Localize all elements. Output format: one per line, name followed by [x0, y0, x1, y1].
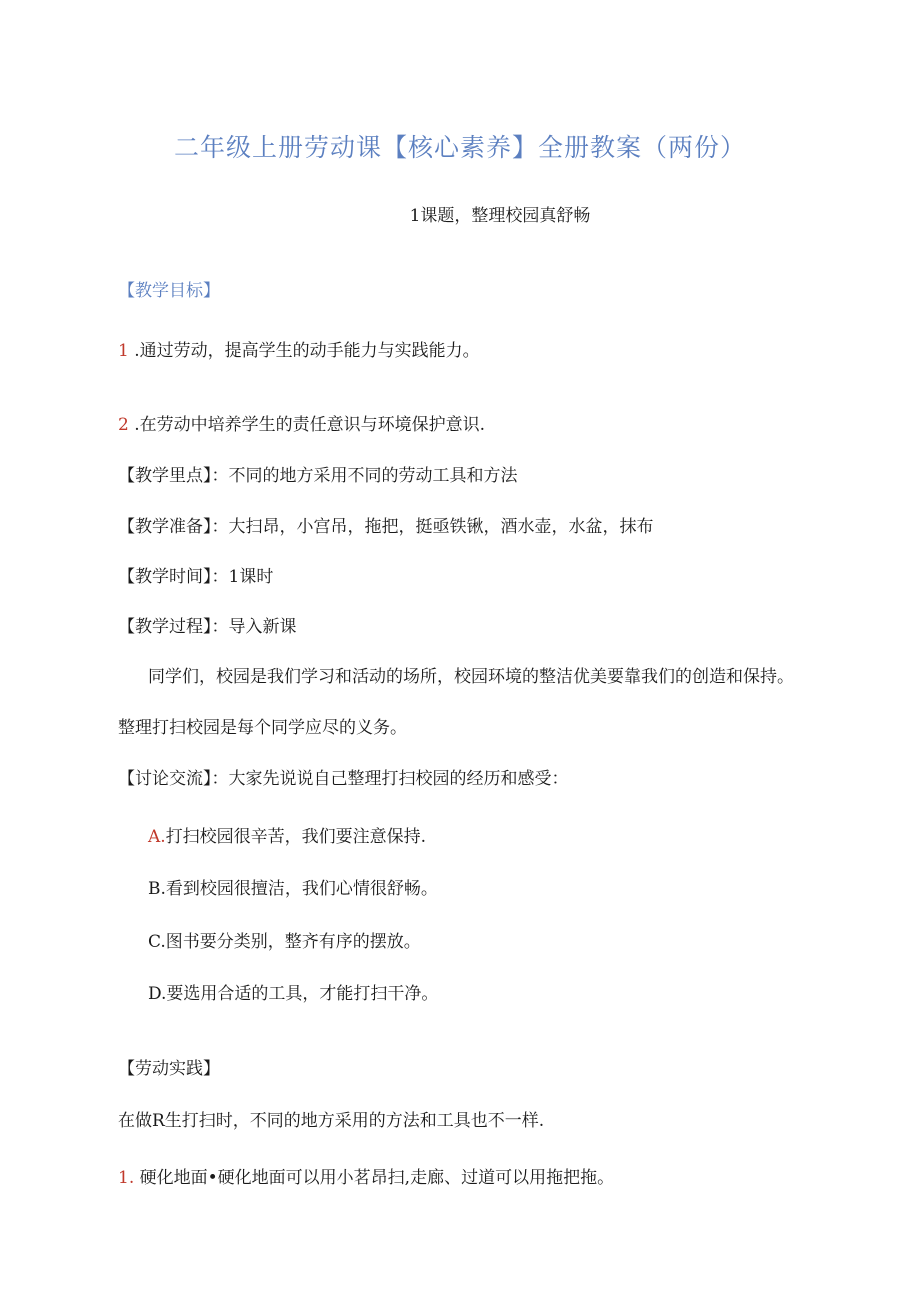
teaching-time: 【教学时间】：1课时	[118, 567, 274, 587]
objective-2	[118, 410, 485, 435]
intro-paragraph-line-1: 同学们，校园是我们学习和活动的场所，校园环境的整洁优美要靠我们的创造和保持。	[148, 667, 794, 687]
practice-heading: 【劳动实践】	[118, 1059, 220, 1079]
option-a-label: A.	[148, 827, 166, 847]
discussion: 【讨论交流】：大家先说说自己整理打扫校园的经历和感受：	[118, 769, 569, 789]
preparation: 【教学准备】：大扫昂，小宫吊，拖把，挺亟铁锹，酒水壶，水盆，抹布	[118, 517, 654, 537]
option-d: D.要选用合适的工具，才能打扫干净。	[148, 984, 439, 1004]
practice-text: 在做R生打扫时，不同的地方采用的方法和工具也不一样.	[118, 1111, 545, 1131]
lesson-subtitle: 1课题，整理校园真舒畅	[409, 206, 591, 226]
objectives-heading: 【教学目标】	[118, 281, 220, 301]
objective-2-text: .在劳动中培养学生的责任意识与环境保护意识.	[134, 415, 486, 435]
option-b: B.看到校园很擅洁，我们心情很舒畅。	[148, 879, 438, 899]
practice-item-1-number: 1.	[118, 1168, 135, 1188]
document-title: 二年级上册劳动课【核心素养】全册教案（两份）	[173, 133, 746, 162]
objective-1	[118, 336, 480, 361]
practice-item-1-text: 硬化地面•硬化地面可以用小茗昂扫,走廊、过道可以用拖把拖。	[134, 1168, 615, 1188]
practice-item-1	[118, 1163, 614, 1188]
option-a	[148, 822, 426, 847]
option-a-text: 打扫校园很辛苦，我们要注意保持.	[165, 827, 427, 847]
objective-2-number: 2	[118, 415, 129, 435]
objective-1-number: 1	[118, 341, 129, 361]
option-c: C.图书要分类别，整齐有序的摆放。	[148, 932, 421, 952]
intro-paragraph-line-2: 整理打扫校园是每个同学应尽的义务。	[118, 718, 407, 738]
teaching-process: 【教学过程】：导入新课	[118, 617, 297, 637]
key-points: 【教学里点】：不同的地方采用不同的劳动工具和方法	[118, 466, 518, 486]
objective-1-text: .通过劳动，提高学生的动手能力与实践能力。	[134, 341, 480, 361]
